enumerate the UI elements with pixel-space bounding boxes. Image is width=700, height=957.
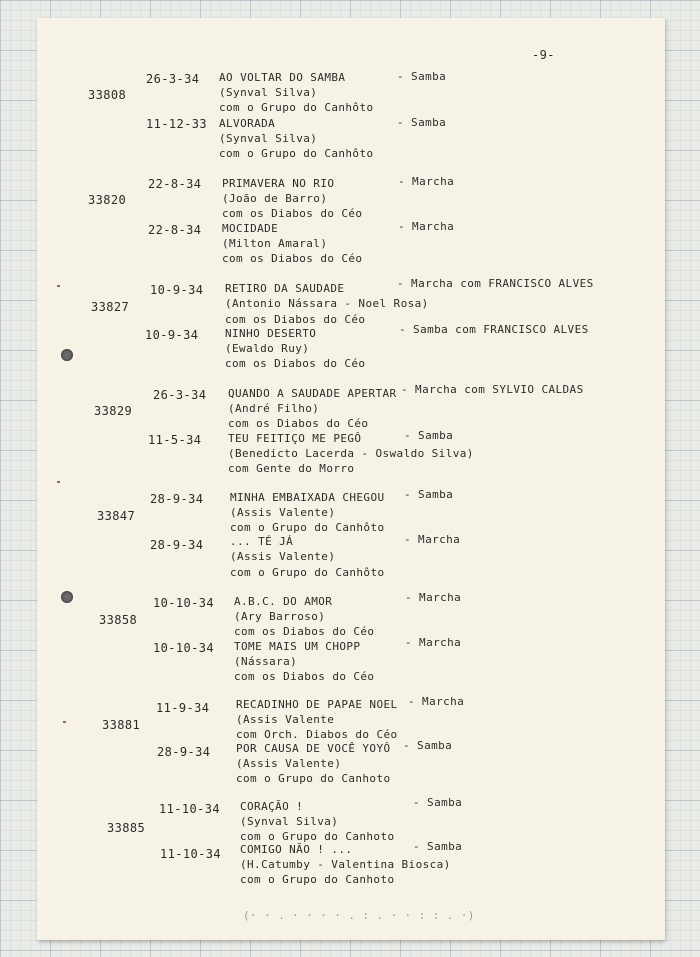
punch-hole-top xyxy=(61,349,73,361)
entry-date: 11-9-34 xyxy=(156,701,210,715)
song-performer: com o Grupo do Canhôto xyxy=(230,521,385,534)
entry-date: 11-10-34 xyxy=(159,802,220,816)
record-number: 33829 xyxy=(94,404,133,418)
song-title: TOME MAIS UM CHOPP xyxy=(234,640,361,653)
record-number: 33858 xyxy=(99,613,138,627)
song-category: - Marcha xyxy=(405,591,462,604)
song-category: - Samba xyxy=(404,488,454,501)
song-title: MINHA EMBAIXADA CHEGOU xyxy=(230,491,385,504)
entry-date: 10-10-34 xyxy=(153,641,214,655)
entry-date: 11-12-33 xyxy=(146,117,207,131)
song-author: (Synval Silva) xyxy=(219,86,318,99)
song-category: - Samba com FRANCISCO ALVES xyxy=(399,323,589,336)
song-performer: com o Grupo do Canhôto xyxy=(230,566,385,579)
song-author: (Milton Amaral) xyxy=(222,237,328,250)
record-number: 33881 xyxy=(102,718,141,732)
song-author: (Assis Valente) xyxy=(236,757,342,770)
record-number: 33885 xyxy=(107,821,146,835)
song-performer: com Gente do Morro xyxy=(228,462,355,475)
song-performer: com os Diabos do Céo xyxy=(225,313,366,326)
entry-date: 28-9-34 xyxy=(157,745,211,759)
song-category: - Marcha com FRANCISCO ALVES xyxy=(397,277,594,290)
record-number: 33808 xyxy=(88,88,127,102)
song-author: (João de Barro) xyxy=(222,192,328,205)
margin-mark xyxy=(57,285,60,287)
song-category: - Samba xyxy=(404,429,454,442)
song-category: - Marcha xyxy=(408,695,465,708)
entry-date: 11-5-34 xyxy=(148,433,202,447)
song-category: - Marcha xyxy=(405,636,462,649)
song-title: CORAÇÃO ! xyxy=(240,800,304,813)
song-performer: com os Diabos do Céo xyxy=(225,357,366,370)
record-number: 33847 xyxy=(97,509,136,523)
entry-date: 28-9-34 xyxy=(150,538,204,552)
faded-footer-text: (· · . · · · · . : . · · : : . ·) xyxy=(243,909,475,922)
song-category: - Marcha xyxy=(398,220,455,233)
song-performer: com o Grupo do Canhoto xyxy=(240,830,395,843)
song-author: (Synval Silva) xyxy=(219,132,318,145)
song-title: POR CAUSA DE VOCÊ YOYÔ xyxy=(236,742,391,755)
song-author: (Ewaldo Ruy) xyxy=(225,342,310,355)
entry-date: 26-3-34 xyxy=(153,388,207,402)
entry-date: 22-8-34 xyxy=(148,223,202,237)
song-title: ... TÉ JÁ xyxy=(230,535,294,548)
song-author: (Benedicto Lacerda - Oswaldo Silva) xyxy=(228,447,474,460)
song-title: QUANDO A SAUDADE APERTAR xyxy=(228,387,397,400)
page-number: -9- xyxy=(532,48,555,62)
margin-mark xyxy=(63,721,66,723)
song-author: (Synval Silva) xyxy=(240,815,339,828)
song-author: (Assis Valente) xyxy=(230,550,336,563)
song-author: (Assis Valente) xyxy=(230,506,336,519)
record-number: 33820 xyxy=(88,193,127,207)
song-category: - Marcha xyxy=(404,533,461,546)
song-title: A.B.C. DO AMOR xyxy=(234,595,333,608)
song-performer: com o Grupo do Canhoto xyxy=(236,772,391,785)
song-title: NINHO DESERTO xyxy=(225,327,317,340)
song-performer: com Orch. Diabos do Céo xyxy=(236,728,398,741)
song-category: - Marcha com SYLVIO CALDAS xyxy=(401,383,584,396)
entry-date: 10-9-34 xyxy=(145,328,199,342)
entry-date: 10-10-34 xyxy=(153,596,214,610)
song-author: (H.Catumby - Valentina Biosca) xyxy=(240,858,451,871)
song-category: - Samba xyxy=(413,840,463,853)
song-author: (Ary Barroso) xyxy=(234,610,326,623)
song-title: MOCIDADE xyxy=(222,222,279,235)
song-performer: com os Diabos do Céo xyxy=(234,625,375,638)
song-title: RECADINHO DE PAPAE NOEL xyxy=(236,698,398,711)
song-author: (Nássara) xyxy=(234,655,298,668)
song-performer: com o Grupo do Canhôto xyxy=(219,147,374,160)
song-title: COMIGO NÃO ! ... xyxy=(240,843,353,856)
song-title: ALVORADA xyxy=(219,117,276,130)
song-performer: com os Diabos do Céo xyxy=(222,207,363,220)
entry-date: 22-8-34 xyxy=(148,177,202,191)
song-category: - Samba xyxy=(397,116,447,129)
song-author: (Assis Valente xyxy=(236,713,335,726)
punch-hole-bottom xyxy=(61,591,73,603)
margin-mark xyxy=(57,481,60,483)
song-title: PRIMAVERA NO RIO xyxy=(222,177,335,190)
song-title: RETIRO DA SAUDADE xyxy=(225,282,345,295)
song-performer: com o Grupo do Canhoto xyxy=(240,873,395,886)
song-category: - Samba xyxy=(397,70,447,83)
song-category: - Samba xyxy=(413,796,463,809)
song-title: TEU FEITIÇO ME PEGÔ xyxy=(228,432,362,445)
song-performer: com os Diabos do Céo xyxy=(234,670,375,683)
song-title: AO VOLTAR DO SAMBA xyxy=(219,71,346,84)
song-category: - Samba xyxy=(403,739,453,752)
entry-date: 28-9-34 xyxy=(150,492,204,506)
song-performer: com os Diabos do Céo xyxy=(228,417,369,430)
song-performer: com os Diabos do Céo xyxy=(222,252,363,265)
entry-date: 11-10-34 xyxy=(160,847,221,861)
entry-date: 10-9-34 xyxy=(150,283,204,297)
song-performer: com o Grupo do Canhôto xyxy=(219,101,374,114)
entry-date: 26-3-34 xyxy=(146,72,200,86)
song-author: (Antonio Nássara - Noel Rosa) xyxy=(225,297,429,310)
song-category: - Marcha xyxy=(398,175,455,188)
song-author: (André Filho) xyxy=(228,402,320,415)
record-number: 33827 xyxy=(91,300,130,314)
